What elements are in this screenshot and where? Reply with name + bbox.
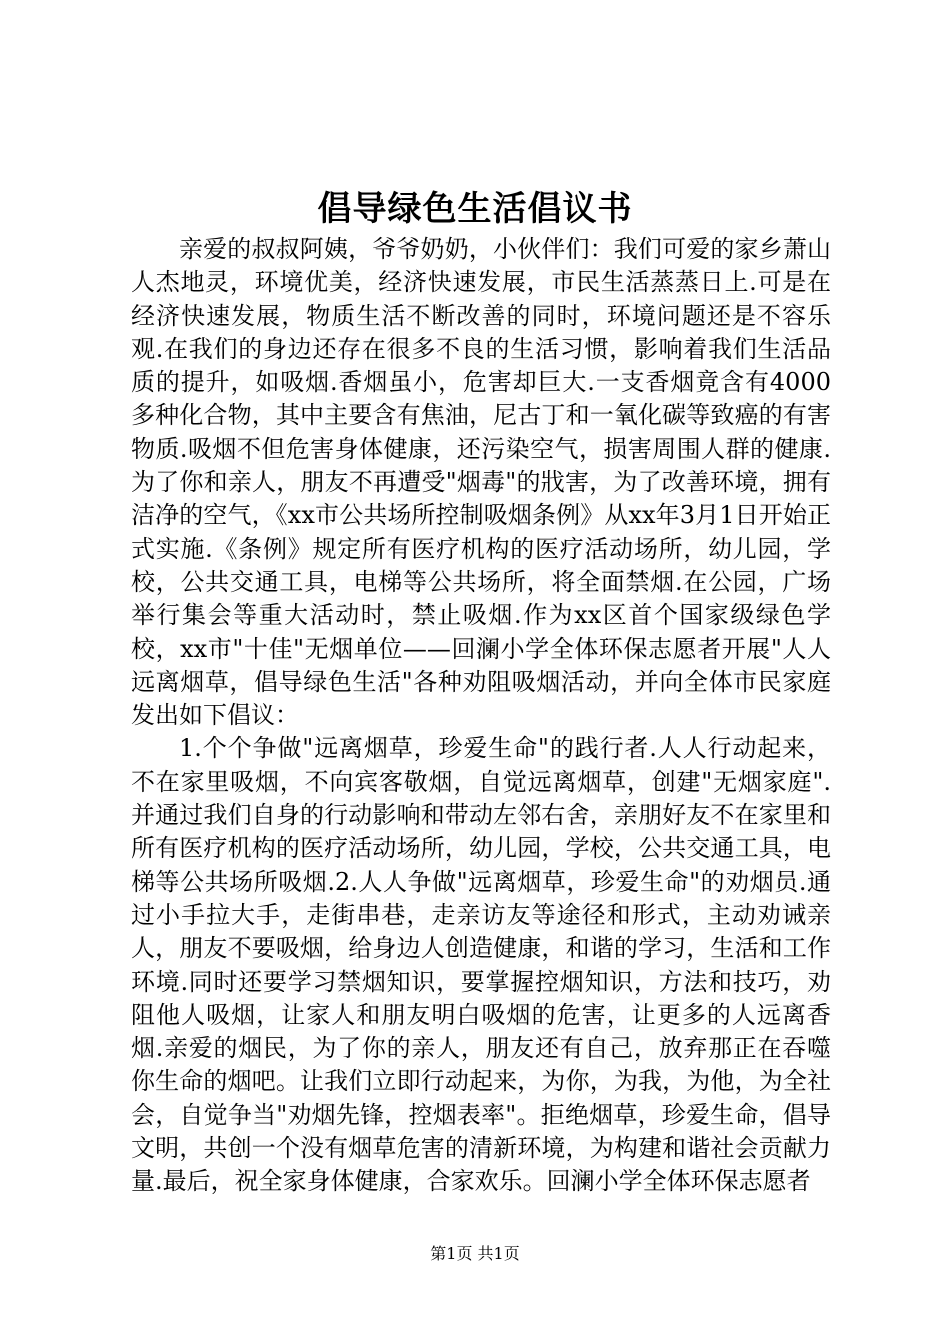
document-body xyxy=(131,233,831,1199)
paragraph-intro: 亲爱的叔叔阿姨，爷爷奶奶，小伙伴们：我们可爱的家乡萧山人杰地灵，环境优美，经济快速发展，市民生活蒸蒸日上.可是在经济快速发展，物质生活不断改善的同时，环境问题还是不容乐观.在我们的身边还存在很多不良的生活习惯，影响着我们生活品质的提升，如吸烟.香烟虽小，危害却巨大.一支香烟竟含有4000多种化合物，其中主要含有焦油，尼古丁和一氧化碳等致癌的有害物质.吸烟不但危害身体健康，还污染空气，损害周围人群的健康.为了你和亲人，朋友不再遭受"烟毒"的戕害，为了改善环境，拥有洁净的空气，《xx市公共场所控制吸烟条例》从xx年3月1日开始正式实施.《条例》规定所有医疗机构的医疗活动场所，幼儿园，学校，公共交通工具，电梯等公共场所，将全面禁烟.在公园，广场举行集会等重大活动时，禁止吸烟.作为xx区首个国家级绿色学校，xx市"十佳"无烟单位——回澜小学全体环保志愿者开展"人人远离烟草，倡导绿色生活"各种劝阻吸烟活动，并向全体市民家庭发出如下倡议： xyxy=(131,235,831,730)
paragraph-proposals: 1.个个争做"远离烟草，珍爱生命"的践行者.人人行动起来，不在家里吸烟，不向宾客敬烟，自觉远离烟草，创建"无烟家庭".并通过我们自身的行动影响和带动左邻右舍，亲朋好友不在家里和所有医疗机构的医疗活动场所，幼儿园，学校，公共交通工具，电梯等公共场所吸烟.2.人人争做"远离烟草，珍爱生命"的劝烟员.通过小手拉大手，走街串巷，走亲访友等途径和形式，主动劝诫亲人，朋友不要吸烟，给身边人创造健康，和谐的学习，生活和工作环境.同时还要学习禁烟知识，要掌握控烟知识，方法和技巧，劝阻他人吸烟，让家人和朋友明白吸烟的危害，让更多的人远离香烟.亲爱的烟民，为了你的亲人，朋友还有自己，放弃那正在吞噬你生命的烟吧。让我们立即行动起来，为你，为我，为他，为全社会，自觉争当"劝烟先锋，控烟表率"。拒绝烟草，珍爱生命，倡导文明，共创一个没有烟草危害的清新环境，为构建和谐社会贡献力量.最后，祝全家身体健康，合家欢乐。回澜小学全体环保志愿者 xyxy=(131,734,831,1196)
document-title: 倡导绿色生活倡议书 xyxy=(317,189,633,229)
page-number-footer: 第1页 共1页 xyxy=(430,1244,520,1263)
